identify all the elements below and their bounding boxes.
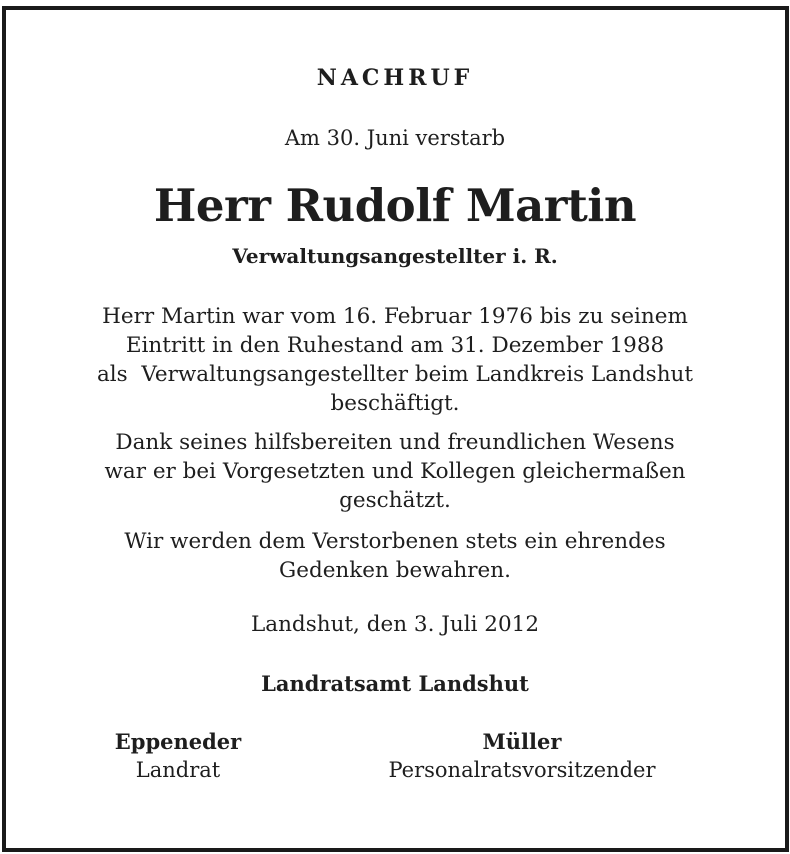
place-date: Landshut, den 3. Juli 2012 (250, 612, 540, 637)
paragraph-character (40, 428, 750, 515)
signatory-role: Landrat (135, 758, 221, 782)
signatory-name: Eppeneder (114, 729, 242, 754)
signatory-left (78, 728, 278, 784)
paragraph-line: Herr Martin war vom 16. Februar 1976 bis zu seinem (102, 304, 688, 329)
signatory-right (342, 728, 702, 784)
paragraph-remembrance (40, 527, 750, 585)
paragraph-line: war er bei Vorgesetzten und Kollegen gleichermaßen (104, 459, 686, 484)
paragraph-service (40, 302, 750, 418)
signatory-role: Personalratsvorsitzender (388, 758, 656, 782)
paragraph-line: Gedenken bewahren. (279, 558, 511, 583)
paragraph-line: Dank seines hilfsbereiten und freundlichen Wesens (115, 430, 675, 455)
paragraph-line: geschätzt. (339, 488, 451, 513)
deceased-title: Verwaltungsangestellter i. R. (232, 244, 558, 268)
signatory-name: Müller (482, 729, 562, 754)
notice-heading: NACHRUF (316, 65, 474, 91)
paragraph-line: Eintritt in den Ruhestand am 31. Dezember 1988 (125, 333, 665, 358)
intro-line: Am 30. Juni verstarb (284, 126, 506, 150)
paragraph-line: beschäftigt. (330, 391, 460, 416)
deceased-name: Herr Rudolf Martin (153, 179, 637, 232)
organization-name: Landratsamt Landshut (261, 671, 529, 696)
paragraph-line: Wir werden dem Verstorbenen stets ein ehrendes (124, 529, 666, 554)
paragraph-line: als Verwaltungsangestellter beim Landkreis Landshut (96, 362, 694, 387)
